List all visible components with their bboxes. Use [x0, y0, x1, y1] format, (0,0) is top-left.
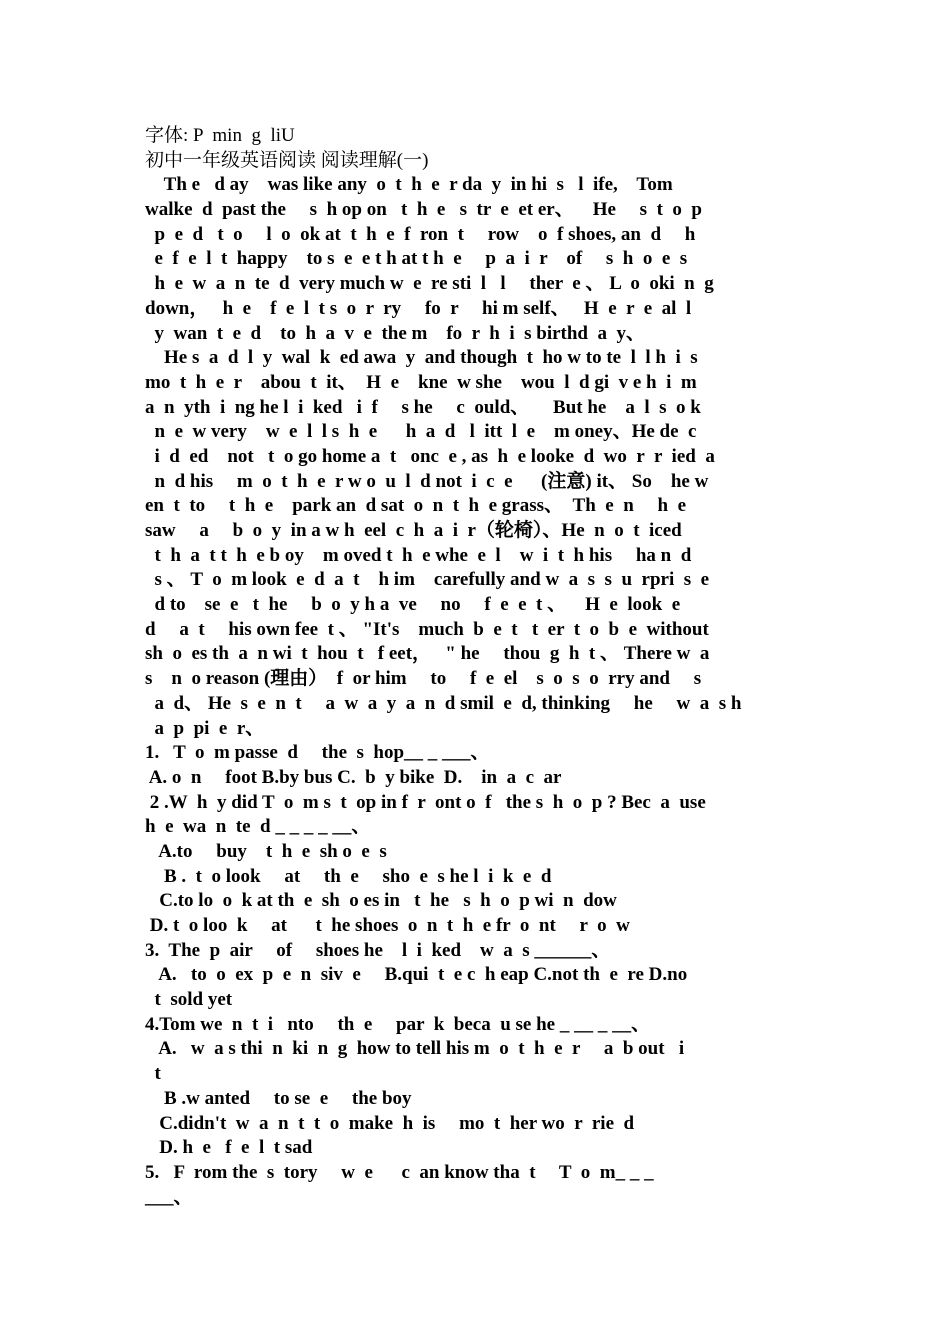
- question-3-options-cont: t sold yet: [145, 989, 233, 1011]
- passage-line: a p pi e r、: [145, 717, 265, 739]
- passage-line: sh o es th a n wi t hou t f eet， " he thou g h t 、 There w a: [145, 643, 710, 665]
- question-4-option-a-cont: t: [145, 1063, 161, 1085]
- passage-line: d a t his own fee t 、 "It's much b e t t er t o b e without: [145, 618, 709, 640]
- document-page: [145, 124, 807, 1210]
- passage: [145, 173, 807, 741]
- passage-line: d to se e t he b o y h a ve no f e e t 、 H e look e: [145, 594, 681, 616]
- question-2-option-d: D. t o loo k at t he shoes o n t h e fr o nt r o w: [145, 915, 630, 936]
- question-2-option-c: C.to lo o k at th e sh o es in t he s h o p wi n dow: [145, 890, 617, 912]
- passage-line: s n o reason (理由） f or him to f e el s o s o rry and s: [145, 668, 702, 690]
- passage-line: e f e l t happy to s e e t h at t h e p a i r of s h o e s: [145, 248, 688, 270]
- question-1: 1. T o m passe d the s hop__ _ ___、: [145, 742, 490, 764]
- question-2-option-a: A.to buy t h e sh o e s: [145, 840, 387, 862]
- passage-line: down， h e f e l t s o r ry fo r hi m self、 H e r e al l: [145, 297, 692, 319]
- question-5: 5. F rom the s tory w e c an know tha t T o m_ _ _: [145, 1161, 654, 1183]
- passage-line: n d his m o t h e r w o u l d not i c e (注意) it、 So he w: [145, 470, 709, 492]
- passage-line: a n yth i ng he l i ked i f s he c ould、 But he a l s o k: [145, 396, 701, 418]
- document-title: 初中一年级英语阅读 阅读理解(一): [145, 149, 429, 171]
- question-1-options: A. o n foot B.by bus C. b y bike D. in a c ar: [145, 766, 562, 788]
- questions: [145, 741, 807, 1210]
- passage-line: n e w very w e l l s h e h a d l itt l e m oney、He de c: [145, 421, 697, 443]
- passage-line: walke d past the s h op on t h e s tr e et er、 He s t o p: [145, 199, 702, 221]
- question-4-option-d: D. h e f e l t sad: [145, 1137, 313, 1159]
- question-4-option-b: B .w anted to se e the boy: [145, 1087, 412, 1109]
- passage-line: s 、 T o m look e d a t h im carefully and w a s s u rpri s e: [145, 569, 710, 591]
- question-4-option-c: C.didn't w a n t t o make h is mo t her wo r rie d: [145, 1112, 635, 1134]
- passage-line: Th e d ay was like any o t h e r da y in hi s l ife, Tom: [145, 174, 673, 196]
- question-2-option-b: B . t o look at th e sho e s he l i k e d: [145, 865, 552, 887]
- question-3-options: A. to o ex p e n siv e B.qui t e c h eap C.not th e re D.no: [145, 964, 688, 986]
- question-4-option-a: A. w a s thi n ki n g how to tell his m o t h e r a b out i: [145, 1038, 685, 1060]
- question-2-cont: h e wa n te d _ _ _ _ __、: [145, 816, 371, 838]
- passage-line: h e w a n te d very much w e re sti l l ther e 、 L o oki n g: [145, 273, 714, 295]
- passage-line: en t to t h e park an d sat o n t h e grass、 Th e n h e: [145, 495, 687, 517]
- question-2: 2 .W h y did T o m s t op in f r ont o f the s h o p ? Bec a use: [145, 791, 706, 813]
- passage-line: i d ed not t o go home a t onc e , as h e looke d wo r r ied a: [145, 445, 715, 467]
- passage-line: p e d t o l o ok at t h e f ron t row o f shoes, an d h: [145, 223, 696, 245]
- passage-line: mo t h e r abou t it、 H e kne w she wou l d gi v e h i m: [145, 371, 697, 393]
- question-5-cont: ___、: [145, 1186, 193, 1208]
- passage-line: He s a d l y wal k ed awa y and though t ho w to te l l h i s: [145, 347, 698, 369]
- question-4: 4.Tom we n t i nto th e par k beca u se he _ __ _ __、: [145, 1013, 651, 1035]
- font-label: 字体: P min g liU: [145, 125, 295, 146]
- passage-line: t h a t t h e b oy m oved t h e whe e l w i t h his ha n d: [145, 544, 692, 566]
- passage-line: y wan t e d to h a v e the m fo r h i s birthd a y、: [145, 322, 645, 344]
- question-3: 3. The p air of shoes he l i ked w a s ______、: [145, 939, 611, 961]
- passage-line: a d、 He s e n t a w a y a n d smil e d, thinking he w a s h: [145, 692, 742, 714]
- passage-line: saw a b o y in a w h eel c h a i r（轮椅）、He n o t iced: [145, 520, 682, 541]
